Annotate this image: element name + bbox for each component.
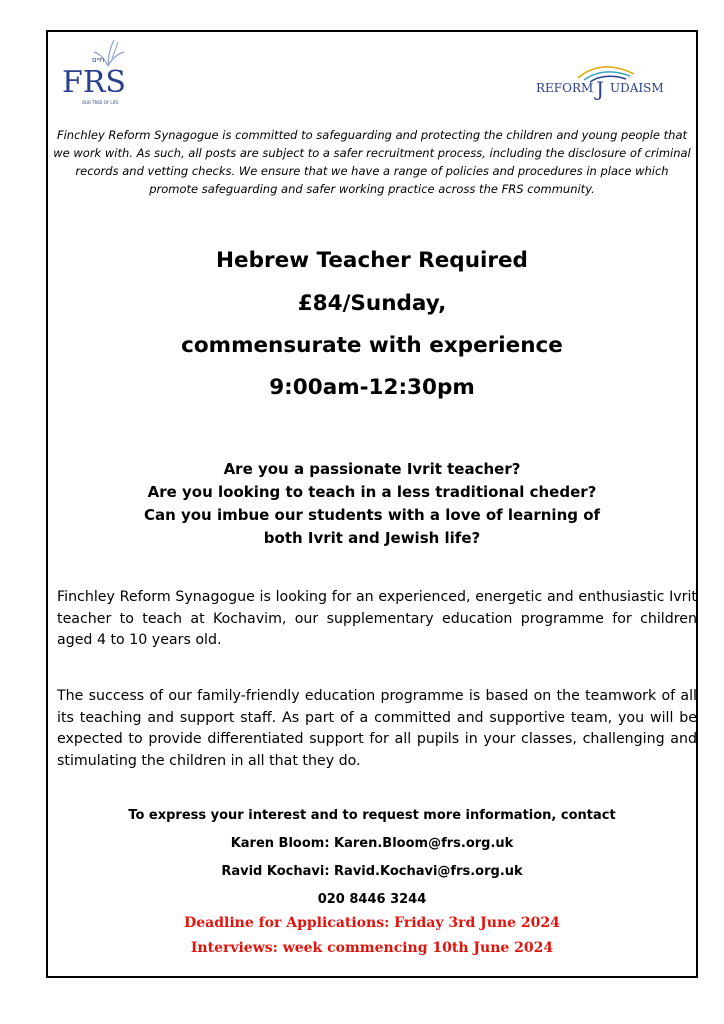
contact-intro: To express your interest and to request more information, contact <box>128 808 616 823</box>
contact-karen[interactable]: Karen Bloom: Karen.Bloom@frs.org.uk <box>230 836 514 851</box>
contact-ravid[interactable]: Ravid Kochavi: Ravid.Kochavi@frs.org.uk <box>221 864 523 879</box>
job-hours: 9:00am-12:30pm <box>269 375 475 400</box>
question-list <box>52 458 692 550</box>
interview-dates: Interviews: week commencing 10th June 2024 <box>190 940 554 956</box>
question-item: Are you looking to teach in a less traditional cheder? <box>147 483 597 501</box>
frs-logo-tagline: OUR TREE OF LIFE <box>82 100 119 105</box>
application-deadline: Deadline for Applications: Friday 3rd June 2024 <box>184 915 560 931</box>
rj-logo-initial: J <box>596 77 605 101</box>
team-description: The success of our family-friendly education programme is based on the teamwork of all its teaching and support staff. As part of a committed and supportive team, you will be expected to provide differentiated support for all pupils in your classes, challenging and stimulating the children in all that they do. <box>57 688 697 769</box>
job-pay-note: commensurate with experience <box>181 333 563 358</box>
question-item: both Ivrit and Jewish life? <box>263 529 481 547</box>
frs-logo-letters: FRS <box>62 65 126 100</box>
frs-logo-hebrew: חיים <box>92 56 105 64</box>
question-item: Can you imbue our students with a love of learning of <box>143 506 601 524</box>
job-title: Hebrew Teacher Required <box>216 248 528 273</box>
frs-logo <box>58 36 138 110</box>
reform-judaism-logo <box>534 58 678 102</box>
contact-phone: 020 8446 3244 <box>317 892 427 907</box>
job-pay: £84/Sunday, <box>297 291 447 316</box>
rj-logo-text-right: UDAISM <box>610 81 664 95</box>
role-description: Finchley Reform Synagogue is looking for an experienced, energetic and enthusiastic Ivrit teacher to teach at Kochavim, our supplementary education programme for children aged 4 to 10 years old. <box>57 589 697 648</box>
question-item: Are you a passionate Ivrit teacher? <box>223 460 521 478</box>
rj-logo-text-left: REFORM <box>536 81 594 95</box>
safeguarding-statement: Finchley Reform Synagogue is committed to safeguarding and protecting the children and young people that we work with. As such, all posts are subject to a safer recruitment process, including the disclosure of criminal records and vetting checks. We ensure that we have a range of policies and procedures in place which promote safeguarding and safer working practice across the FRS community. <box>53 128 691 196</box>
